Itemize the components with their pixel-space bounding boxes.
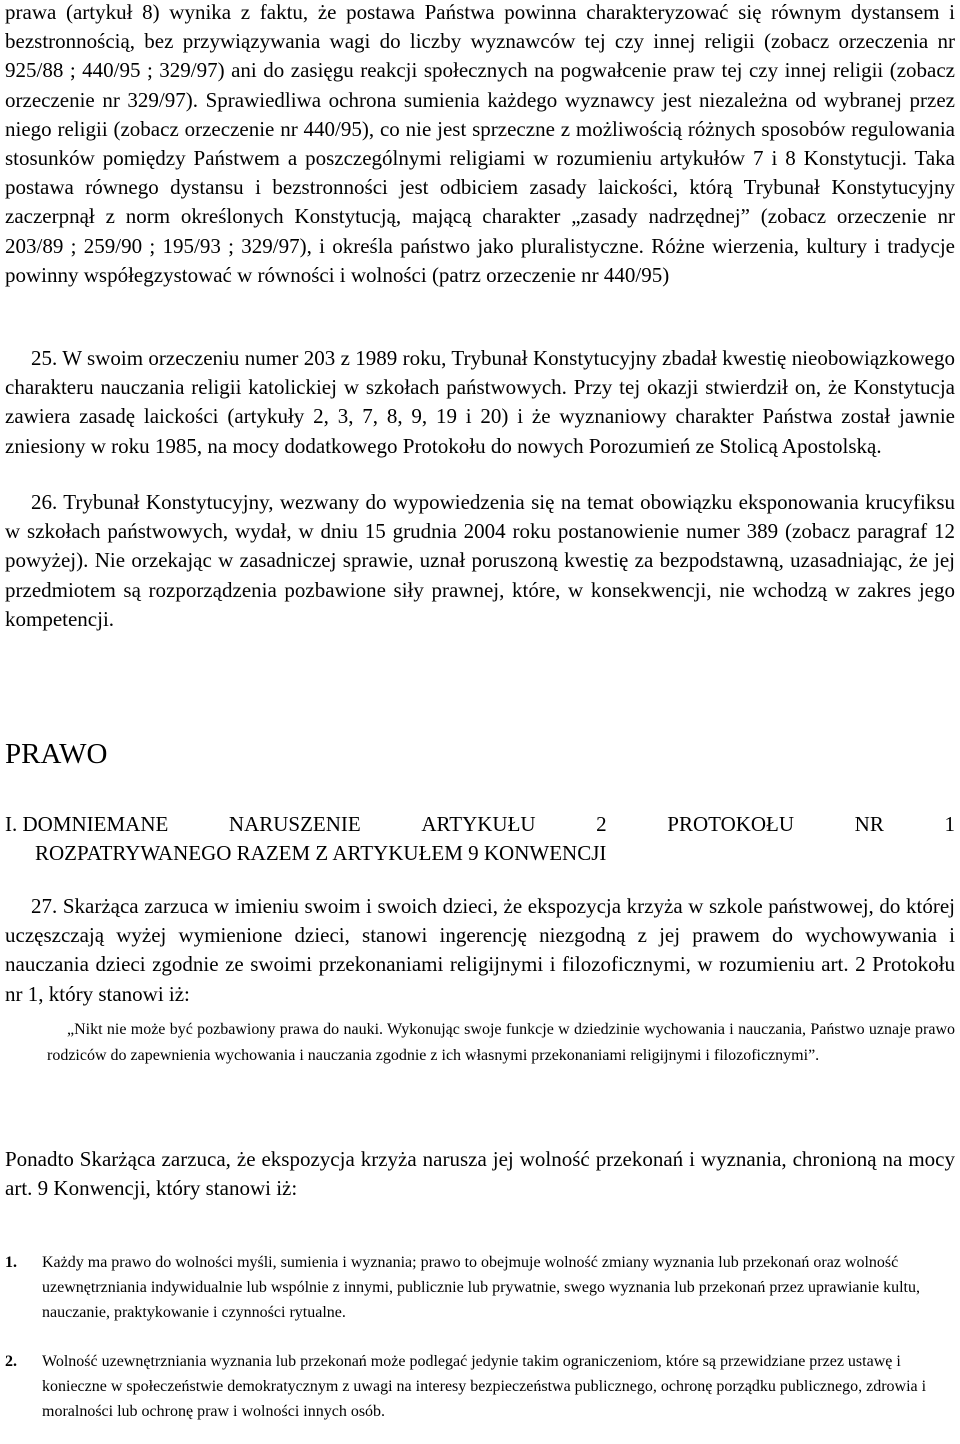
section-heading-word: 1: [944, 812, 955, 836]
section-heading-line-2: ROZPATRYWANEGO RAZEM Z ARTYKUŁEM 9 KONWENCJI: [35, 841, 607, 865]
article-9-item-number: 2.: [5, 1353, 17, 1370]
protocol-quote-text: „Nikt nie może być pozbawiony prawa do nauki. Wykonując swoje funkcje w dziedzinie wychowania i nauczania, Państwo uznaje prawo rodziców do zapewnienia wychowania i nauczania zgodnie z ich własnymi przekonaniami religijnymi i filozoficznymi”.: [47, 1021, 955, 1064]
section-heading-word: NR: [854, 812, 884, 836]
article-9-item-number: 1.: [5, 1254, 17, 1271]
article-9-item: [5, 1349, 955, 1424]
article-9-item-text: Każdy ma prawo do wolności myśli, sumienia i wyznania; prawo to obejmuje wolność zmiany wyznania lub przekonań oraz wolność uzewnętrzniania indywidualnie lub wspólnie z innymi, publicznie lub prywatnie, swego wyznania lub przekonań przez uprawianie kultu, nauczanie, praktykowanie i czynności rytualne.: [42, 1254, 920, 1321]
paragraph-26: 26. Trybunał Konstytucyjny, wezwany do wypowiedzenia się na temat obowiązku eksponowania krucyfiksu w szkołach państwowych, wydał, w dniu 15 grudnia 2004 roku postanowienie numer 389 (zobacz paragraf 12 powyżej). Nie orzekając w zasadniczej sprawie, uznał poruszoną kwestię za bezpodstawną, uzasadniając, że jej przedmiotem są rozporządzenia pozbawione siły prawnej, które, w konsekwencji, nie wchodzą w zakres jego kompetencji.: [5, 490, 955, 631]
paragraph-25: 25. W swoim orzeczeniu numer 203 z 1989 roku, Trybunał Konstytucyjny zbadał kwestię nieobowiązkowego charakteru nauczania religii katolickiej w szkołach państwowych. Przy tej okazji stwierdził on, że Konstytucja zawiera zasadę laickości (artykuły 2, 3, 7, 8, 9, 19 i 20) i że wyznaniowy charakter Państwa został jawnie zniesiony w roku 1985, na mocy dodatkowego Protokołu do nowych Porozumień ze Stolicą Apostolską.: [5, 346, 955, 458]
paragraph-ponadto: Ponadto Skarżąca zarzuca, że ekspozycja krzyża narusza jej wolność przekonań i wyznania, chronioną na mocy art. 9 Konwencji, który stanowi iż:: [5, 1147, 955, 1201]
section-heading-line-1: [5, 810, 955, 839]
paragraph-27: 27. Skarżąca zarzuca w imieniu swoim i swoich dzieci, że ekspozycja krzyża w szkole państwowej, do której uczęszczają wyżej wymienione dzieci, stanowi ingerencję niezgodną z jej prawem do wychowywania i nauczania dzieci zgodnie ze swoimi przekonaniami religijnymi i filozoficznymi, w rozumieniu art. 2 Protokołu nr 1, który stanowi iż:: [5, 894, 955, 1006]
heading-prawo: PRAWO: [5, 738, 108, 770]
section-heading-word: NARUSZENIE: [228, 812, 361, 836]
article-9-item-text: Wolność uzewnętrzniania wyznania lub przekonań może podlegać jedynie takim ograniczeniom, które są przewidziane przez ustawę i konieczne w społeczeństwie demokratycznym z uwagi na interesy bezpieczeństwa publicznego, ochronę porządku publicznego, zdrowia i moralności lub ochronę praw i wolności innych osób.: [42, 1353, 927, 1420]
protocol-quote: [47, 1017, 955, 1069]
section-heading: [5, 810, 955, 868]
section-heading-word: 2: [596, 812, 607, 836]
paragraph-continuation: prawa (artykuł 8) wynika z faktu, że postawa Państwa powinna charakteryzować się równym dystansem i bezstronnością, bez przywiązywania wagi do liczby wyznawców tej czy innej religii (zobacz orzeczenia nr 925/88 ; 440/95 ; 329/97) ani do zasięgu reakcji społecznych na pogwałcenie praw tej czy innej religii (zobacz orzeczenie nr 329/97). Sprawiedliwa ochrona sumienia każdego wyznawcy jest niezależna od wybranej przez niego religii (zobacz orzeczenie nr 440/95), co nie jest sprzeczne z możliwością różnych sposobów regulowania stosunków pomiędzy Państwem a poszczególnymi religiami w rozumieniu artykułów 7 i 8 Konstytucji. Taka postawa równego dystansu i bezstronności jest odbiciem zasady laickości, którą Trybunał Konstytucyjny zaczerpnął z norm określonych Konstytucją, mającą charakter „zasady nadrzędnej” (zobacz orzeczenie nr 203/89 ; 259/90 ; 195/93 ; 329/97), i określa państwo jako pluralistyczne. Różne wierzenia, kultury i tradycje powinny współegzystować w równości i wolności (patrz orzeczenie nr 440/95): [5, 0, 955, 287]
section-heading-word: ARTYKUŁU: [421, 812, 536, 836]
section-heading-word: PROTOKOŁU: [667, 812, 795, 836]
section-heading-roman: I. DOMNIEMANE: [5, 812, 169, 836]
article-9-item: [5, 1250, 955, 1325]
